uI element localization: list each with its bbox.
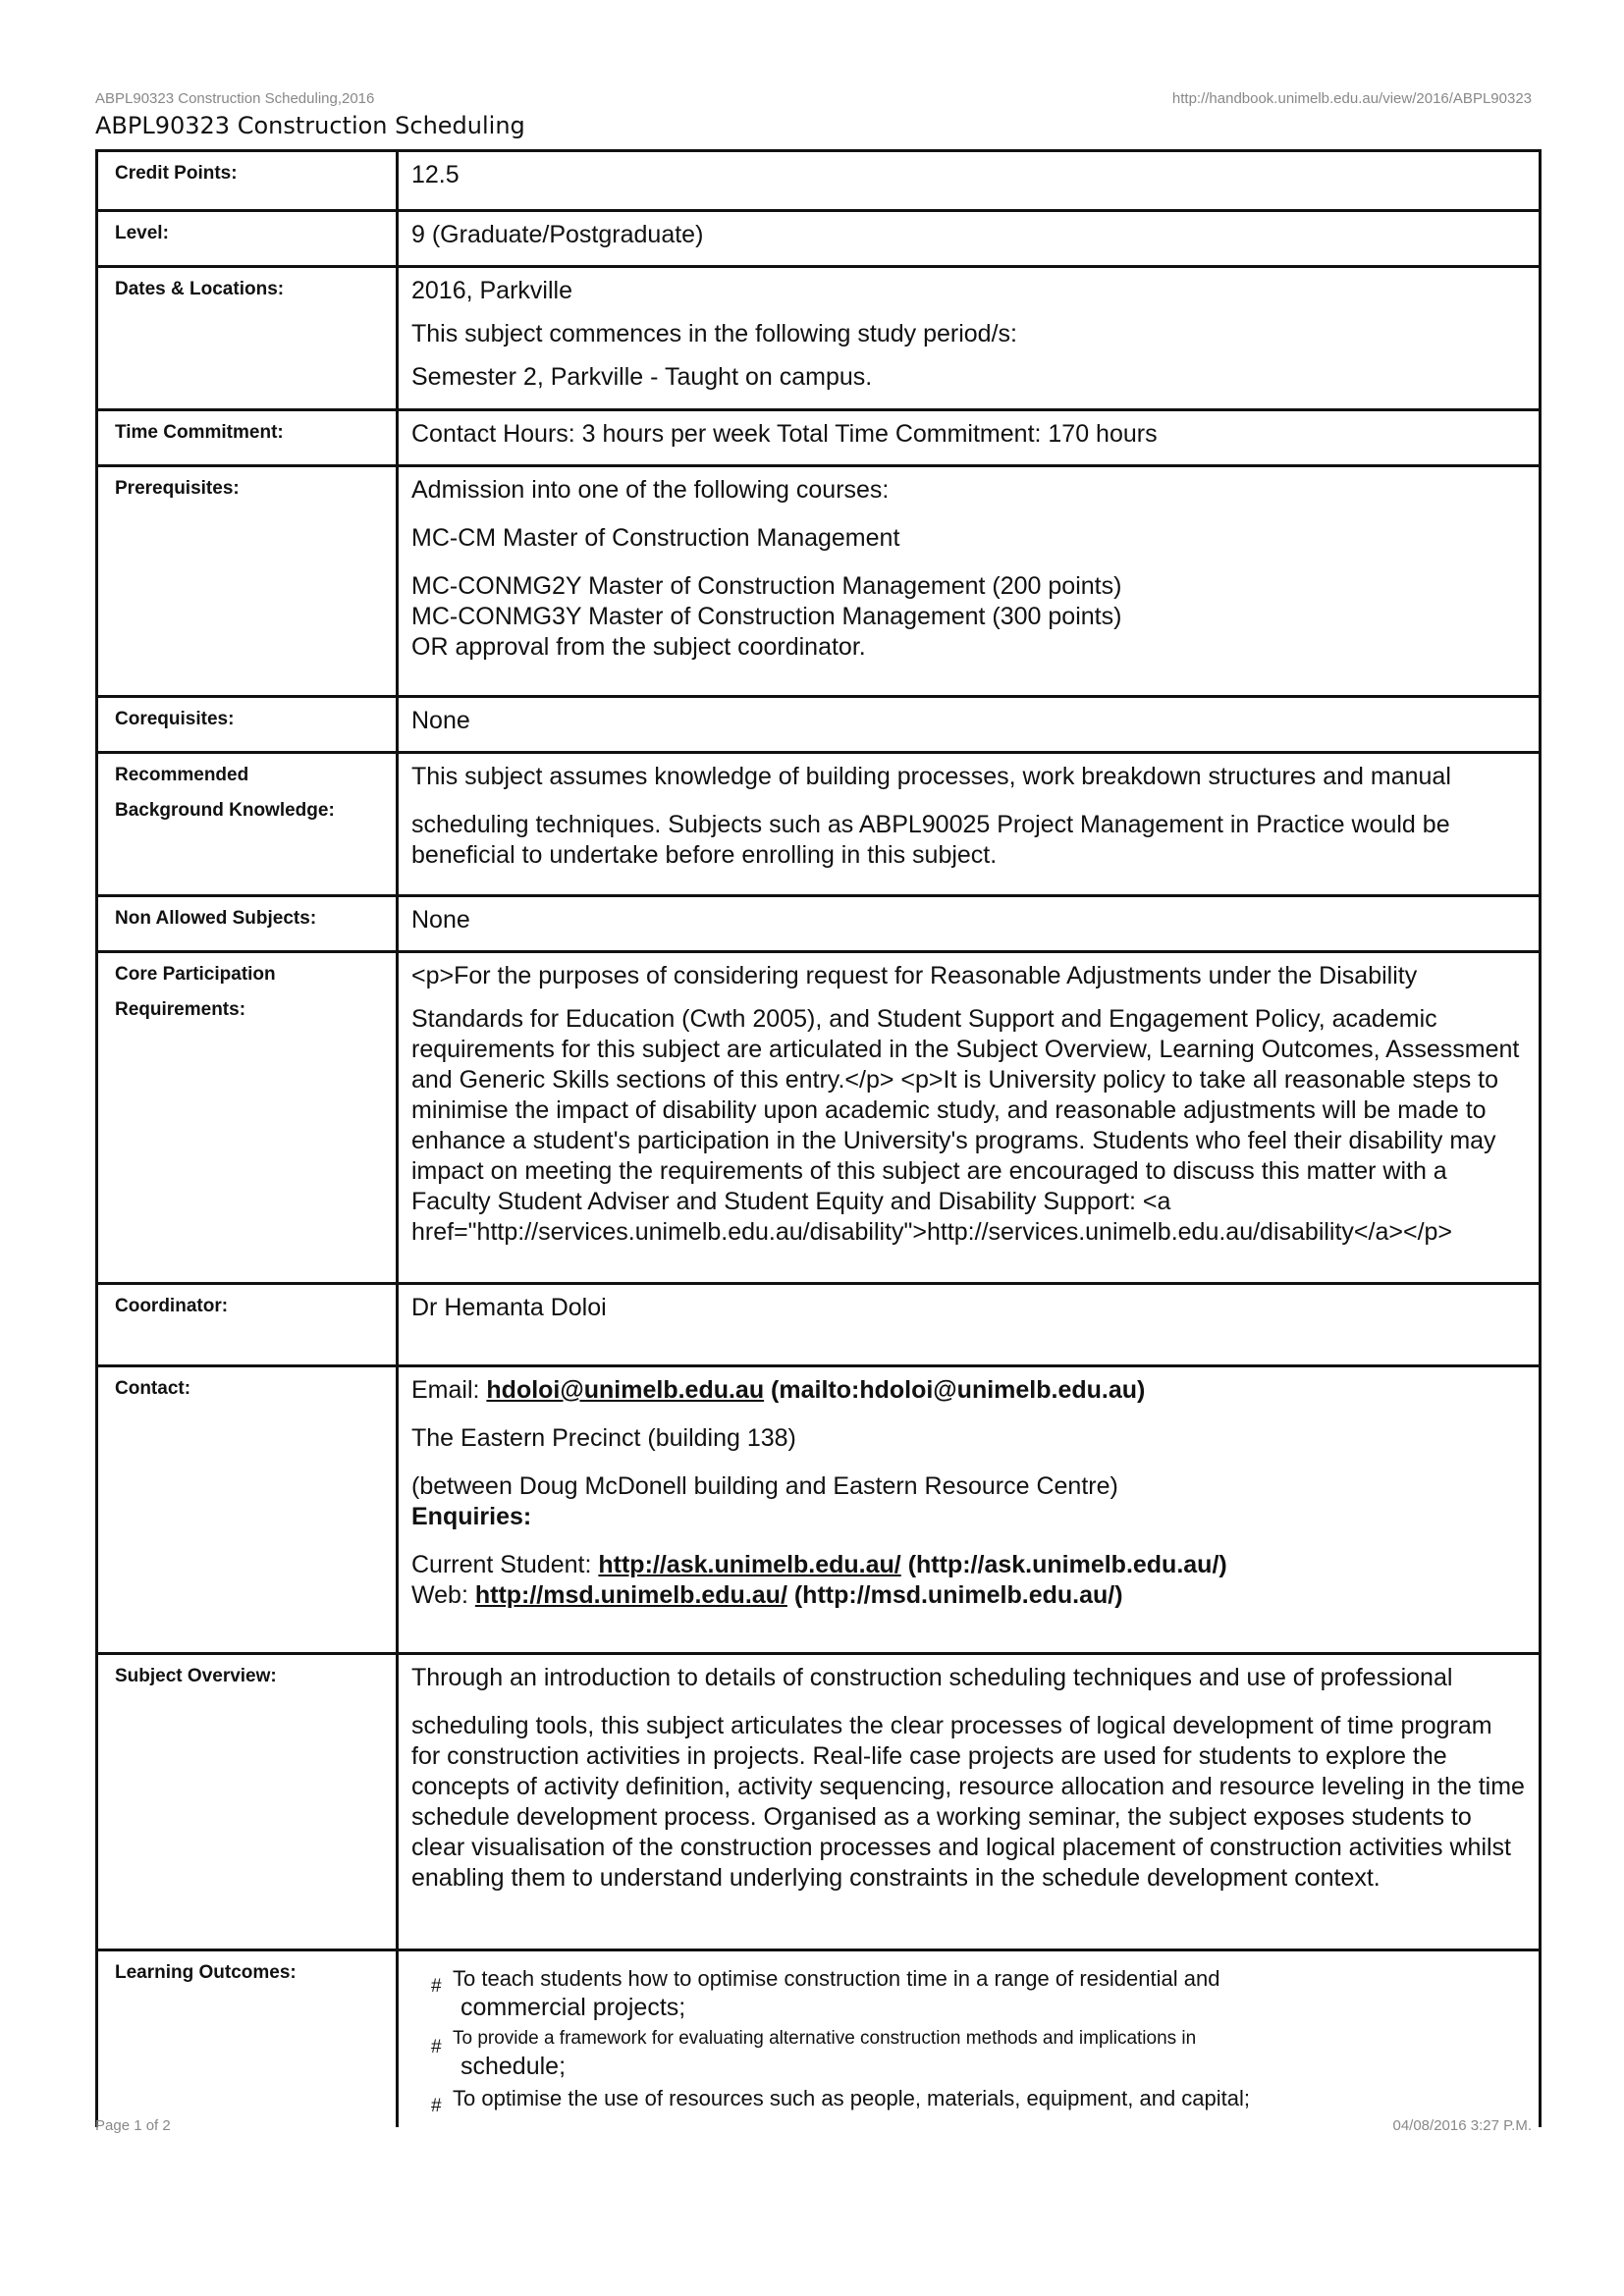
value-recommended-knowledge [398,753,1541,896]
prereq-line-1: Admission into one of the following courses: [411,476,890,504]
contact-current-student-line [411,1550,1525,1580]
prereq-line-5: OR approval from the subject coordinator. [411,633,866,661]
row-coordinator [97,1284,1541,1366]
learning-outcome-item [431,2085,1525,2116]
value-credit-points: 12.5 [398,151,1541,211]
dates-line-1: 2016, Parkville [411,277,572,304]
learning-outcomes-list [411,1965,1525,2116]
subject-details-table [95,149,1542,2127]
value-corequisites: None [398,697,1541,753]
row-corequisites [97,697,1541,753]
learning-outcome-first-line: To optimise the use of resources such as people, materials, equipment, and capital; [453,2086,1251,2110]
row-dates-locations [97,267,1541,410]
label-subject-overview: Subject Overview: [97,1654,398,1950]
label-credit-points: Credit Points: [97,151,398,211]
print-timestamp: 04/08/2016 3:27 P.M. [1392,2117,1532,2134]
contact-email-suffix: (mailto:hdoloi@unimelb.edu.au) [764,1376,1146,1404]
value-coordinator: Dr Hemanta Doloi [398,1284,1541,1366]
label-recommended-line-1: Recommended [115,765,249,785]
document-title: ABPL90323 Construction Scheduling [95,112,525,139]
core-line-2: Standards for Education (Cwth 2005), and Student Support and Engagement Policy, academic requirements for this subject are articulated in the Subject Overview, Learning Outcomes, Assessment and Generic Skills sections of this entry.</p> <p>It is University policy to take all reasonable steps to minimise the impact of disability upon academic study, and reasonable adjustments will be made to enhance a student's participation in the University's programs. Students who feel their disability may impact on meeting the requirements of this subject are encouraged to discuss this matter with a Faculty Student Adviser and Student Equity and Disability Support: <a href="http://services.unimelb.edu.au/disability">http://services.unimelb.edu.au/disability</a></p> [411,1005,1520,1246]
value-core-participation [398,952,1541,1284]
label-non-allowed: Non Allowed Subjects: [97,896,398,952]
recommended-line-2: scheduling techniques. Subjects such as ABPL90025 Project Management in Practice would be beneficial to undertake before enrolling in this subject. [411,811,1450,869]
contact-current-link[interactable]: http://ask.unimelb.edu.au/ [598,1551,901,1578]
row-contact [97,1366,1541,1654]
label-recommended-line-2: Background Knowledge: [115,800,335,821]
contact-web-line [411,1580,1525,1611]
dates-line-3: Semester 2, Parkville - Taught on campus. [411,363,873,391]
row-subject-overview [97,1654,1541,1950]
contact-building: The Eastern Precinct (building 138) [411,1424,796,1452]
core-line-1: <p>For the purposes of considering request for Reasonable Adjustments under the Disability [411,962,1418,989]
learning-outcome-item [431,1965,1525,2022]
value-time-commitment: Contact Hours: 3 hours per week Total Time Commitment: 170 hours [398,410,1541,466]
prereq-line-3: MC-CONMG2Y Master of Construction Management (200 points) [411,572,1122,600]
contact-web-link[interactable]: http://msd.unimelb.edu.au/ [474,1581,787,1609]
label-coordinator: Coordinator: [97,1284,398,1366]
overview-line-2: scheduling tools, this subject articulates the clear processes of logical development of time program for construction activities in projects. Real-life case projects are used for students to explore the concepts of activity definition, activity sequencing, resource allocation and resource leveling in the time schedule development process. Organised as a working seminar, the subject exposes students to clear visualisation of the construction processes and logical placement of construction activities whilst enabling them to understand underlying constraints in the schedule development context. [411,1712,1525,1892]
contact-current-suffix: (http://ask.unimelb.edu.au/) [900,1551,1227,1578]
contact-email-link[interactable]: hdoloi@unimelb.edu.au [486,1376,765,1404]
row-recommended-knowledge [97,753,1541,896]
learning-outcome-first-line: To teach students how to optimise construction time in a range of residential and [453,1966,1220,1991]
contact-enquiries-heading: Enquiries: [411,1503,532,1530]
running-header-url: http://handbook.unimelb.edu.au/view/2016/ABPL90323 [1171,90,1532,107]
hash-bullet-icon: # [431,2096,442,2116]
contact-web-prefix: Web: [411,1581,475,1609]
label-dates-locations: Dates & Locations: [97,267,398,410]
running-header-left: ABPL90323 Construction Scheduling,2016 [95,90,375,107]
label-core-participation [97,952,398,1284]
row-level [97,211,1541,267]
value-non-allowed: None [398,896,1541,952]
row-learning-outcomes [97,1950,1541,2127]
label-core-line-2: Requirements: [115,999,246,1020]
row-core-participation [97,952,1541,1284]
value-prerequisites [398,466,1541,697]
contact-email-line [411,1375,1525,1406]
label-corequisites: Corequisites: [97,697,398,753]
learning-outcome-item [431,2026,1525,2081]
value-dates-locations [398,267,1541,410]
label-learning-outcomes: Learning Outcomes: [97,1950,398,2127]
row-time-commitment [97,410,1541,466]
label-time-commitment: Time Commitment: [97,410,398,466]
value-subject-overview [398,1654,1541,1950]
prereq-line-4: MC-CONMG3Y Master of Construction Management (300 points) [411,603,1122,630]
contact-between: (between Doug McDonell building and Eastern Resource Centre) [411,1472,1118,1500]
page-number: Page 1 of 2 [95,2117,171,2134]
recommended-line-1: This subject assumes knowledge of building processes, work breakdown structures and manual [411,763,1451,790]
hash-bullet-icon: # [431,2037,442,2057]
row-non-allowed [97,896,1541,952]
contact-current-prefix: Current Student: [411,1551,599,1578]
row-credit-points [97,151,1541,211]
contact-web-suffix: (http://msd.unimelb.edu.au/) [786,1581,1123,1609]
hash-bullet-icon: # [431,1976,442,1997]
label-level: Level: [97,211,398,267]
learning-outcome-continuation: commercial projects; [460,1994,686,2021]
label-core-line-1: Core Participation [115,964,276,985]
overview-line-1: Through an introduction to details of construction scheduling techniques and use of professional [411,1664,1453,1691]
row-prerequisites [97,466,1541,697]
prereq-line-2: MC-CM Master of Construction Management [411,524,900,552]
learning-outcome-continuation: schedule; [460,2053,567,2080]
value-learning-outcomes [398,1950,1541,2127]
label-prerequisites: Prerequisites: [97,466,398,697]
dates-line-2: This subject commences in the following study period/s: [411,320,1017,347]
value-level: 9 (Graduate/Postgraduate) [398,211,1541,267]
contact-email-prefix: Email: [411,1376,487,1404]
learning-outcome-first-line: To provide a framework for evaluating alternative construction methods and implications in [453,2028,1197,2049]
label-recommended-knowledge [97,753,398,896]
label-contact: Contact: [97,1366,398,1654]
value-contact [398,1366,1541,1654]
